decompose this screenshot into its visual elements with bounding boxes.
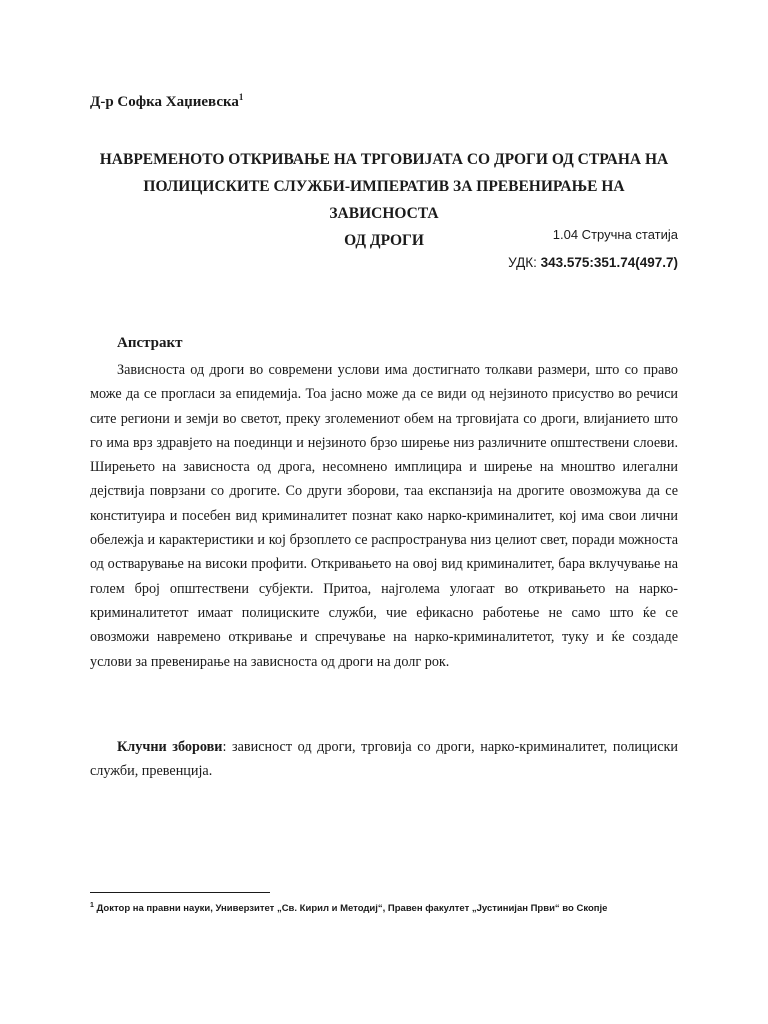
author-footnote-mark[interactable]: 1 bbox=[238, 92, 244, 102]
footnote-divider bbox=[90, 892, 270, 893]
abstract-heading: Апстракт bbox=[117, 335, 183, 351]
author-name: Д-р Софка Хаџиевска bbox=[90, 94, 239, 110]
udk-line bbox=[90, 255, 678, 270]
title-line-2: ПОЛИЦИСКИТЕ СЛУЖБИ-ИМПЕРАТИВ ЗА ПРЕВЕНИРАЊЕ НА ЗАВИСНОСТА bbox=[143, 178, 625, 222]
article-type: 1.04 Стручна статија bbox=[552, 227, 678, 242]
author-line bbox=[90, 92, 243, 111]
keywords-label: Клучни зборови bbox=[117, 739, 223, 755]
document-page bbox=[90, 0, 678, 1024]
title-line-1: НАВРЕМЕНОТО ОТКРИВАЊЕ НА ТРГОВИЈАТА СО ДРОГИ ОД СТРАНА НА bbox=[99, 151, 669, 168]
footnote-mark: 1 bbox=[90, 902, 94, 909]
keywords-text: : зависност од дроги, трговија со дроги, нарко-криминалитет, полициски служби, превенција. bbox=[90, 739, 678, 780]
udk-label: УДК: bbox=[508, 255, 541, 270]
footnote-text: Доктор на правни науки, Универзитет „Св. Кирил и Методиј“, Правен факултет „Јустинијан Први“ во Скопје bbox=[93, 903, 608, 915]
footnote bbox=[90, 902, 678, 914]
title-line-3: ОД ДРОГИ bbox=[344, 232, 424, 249]
udk-value: 343.575:351.74(497.7) bbox=[540, 255, 678, 270]
abstract-body: Зависноста од дроги во современи услови има достигнато толкави размери, што со право може да се прогласи за епидемија. Тоа јасно може да се види од нејзиното присуство во речиси сите региони и земји во светот, преку зголемениот обем на трговијата со дроги, влијанието што го има врз здравјето на поединци и нејзиното брзо ширење низ различните општествени слоеви. Ширењето на зависноста од дрога, несомнено имплицира и ширење на мноштво илегални дејствија поврзани со дрогите. Со други зборови, таа експанзија на дрогите овозможува да се конституира и посебен вид криминалитет познат како нарко-криминалитет, кој има свои лични обележја и карактеристики и кој брзоплетo се распространува низ целиот свет, поради можноста од остварување на високи профити. Откривањето на овој вид криминалитет, бара вклучување на голем број општествени субјекти. Притоа, најголема улогаат во откривањето на нарко-криминалитетот имаат полициските служби, чие ефикасно работење не само што ќе се овозможи навремено откривање и спречување на нарко-криминалитетот, туку и ќе создаде услови за превенирање на зависноста од дроги на долг рок. bbox=[90, 362, 678, 670]
keywords-paragraph bbox=[90, 735, 678, 784]
